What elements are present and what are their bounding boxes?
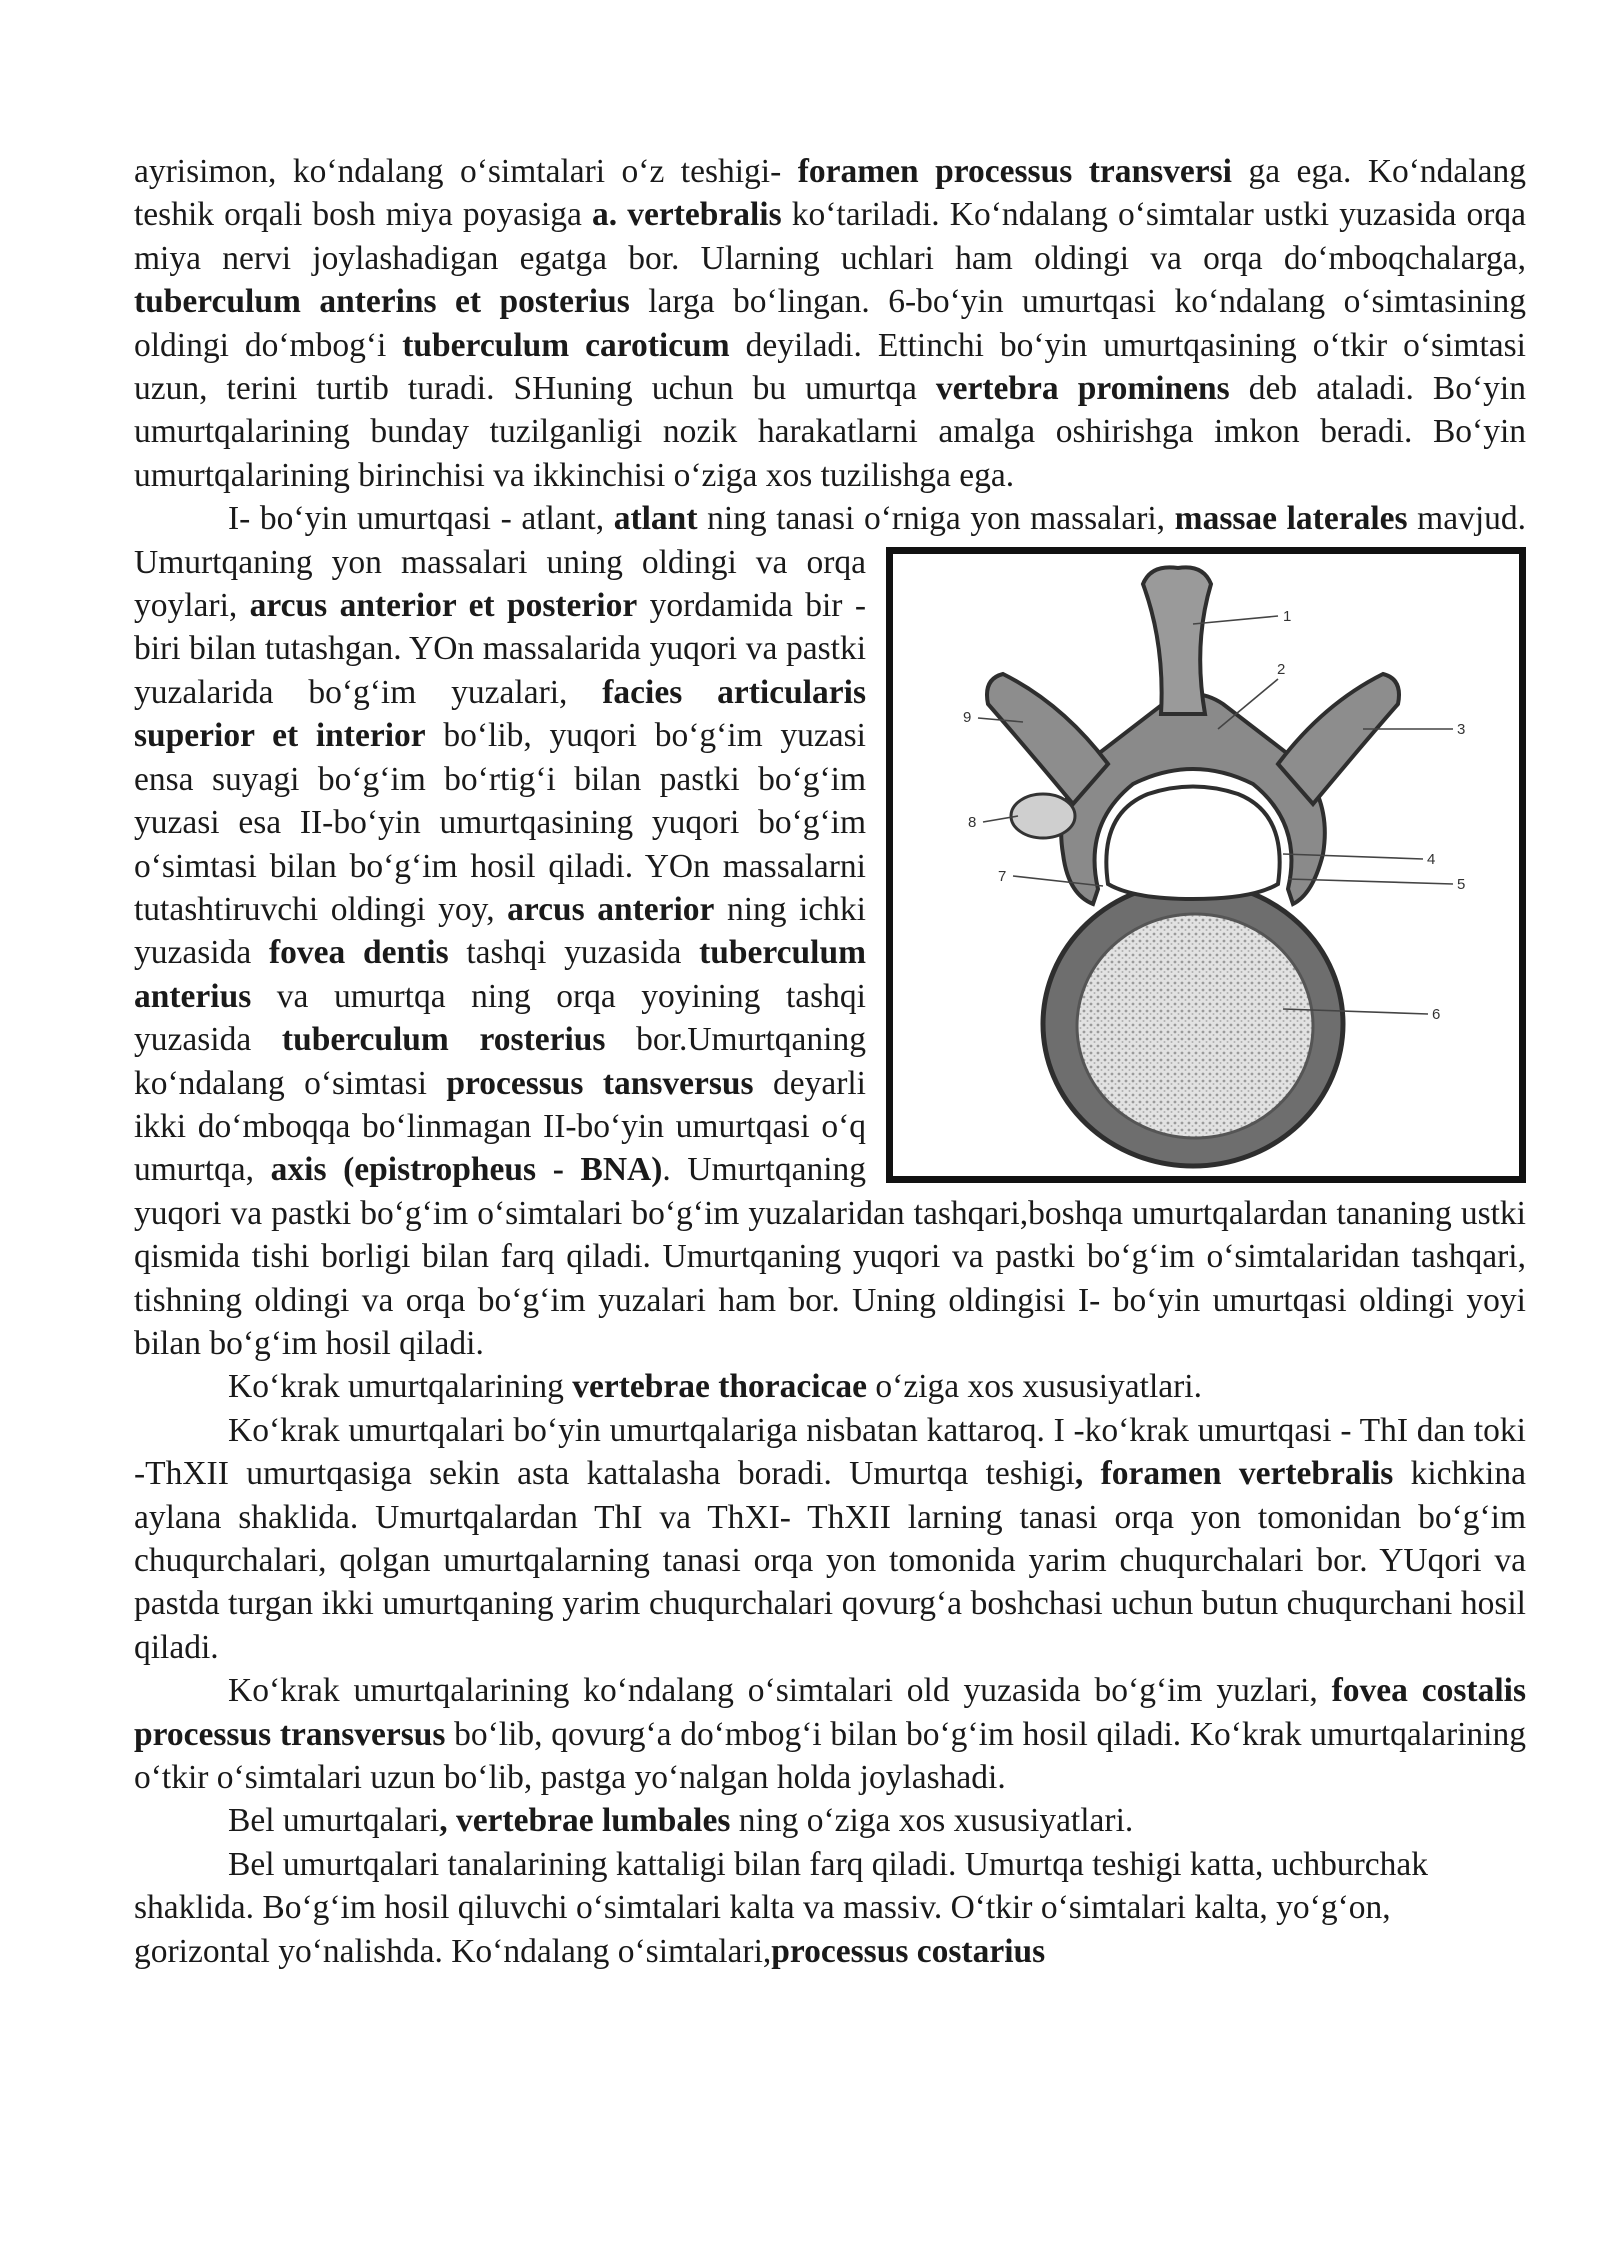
term-facies-articularis: facies articularis superior et interior [134,673,866,755]
text: ayrisimon, ko‘ndalang o‘simtalari o‘z teshigi- [134,153,798,190]
label-8: 8 [968,813,977,831]
paragraph-cervical-features [134,150,1526,497]
term-a-vertebralis: a. vertebralis [592,196,782,234]
vertebra-illustration [893,554,1519,1176]
transverse-process-right [1278,674,1399,804]
text: va umurtqa ning orqa yoyining tashqi yuzasida [134,977,866,1059]
term-fovea-costalis: fovea costalis processus transversus [134,1672,1526,1753]
text: kichkina aylana shaklida. Umurtqalardan ThI va ThXI- ThXII larning tanasi orqa yon tomonidan bo‘g‘im chuqurchalari, qolgan umurtqalarning tanasi orqa yon tomonida yarim chuqurchalari bor. YUqori va pastda turgan ikki umurtqaning yarim chuqurchalari qovurg‘a boshchasi uchun butun chuqurchani hosil qiladi. [134,1455,1526,1666]
transverse-process-left [987,674,1108,804]
text: ning ichki yuzasida [134,890,866,972]
term-arcus-anterior: arcus anterior [507,890,715,928]
paragraph-thoracic-processes [134,1669,1526,1799]
term-foramen-vertebralis: , foramen vertebralis [1074,1455,1394,1493]
paragraph-lumbar [134,1843,1526,1973]
body-cancellous-bone [1077,914,1313,1138]
label-2: 2 [1277,660,1286,678]
text: deb ataladi. Bo‘yin umurtqalarining bunday tuzilganligi nozik harakatlarni amalga oshirishga imkon beradi. Bo‘yin umurtqalarining birinchisi va ikkinchisi o‘ziga xos tuzilishga ega. [134,370,1526,494]
text: I- bo‘yin umurtqasi - atlant, [228,500,614,538]
text: mavjud. Umurtqaning yon massalari uning oldingi va orqa yoylari, [134,500,1527,625]
heading-thoracic-vertebrae [134,1365,1526,1408]
term-arcus-anterior-et-posterior: arcus anterior et posterior [249,587,638,625]
term-processus-costarius: processus costarius [771,1932,1046,1970]
label-5: 5 [1457,875,1466,893]
text: larga bo‘lingan. 6-bo‘yin umurtqasi ko‘ndalang o‘simtasining oldingi do‘mbog‘i [134,283,1526,364]
term-massae-laterales: massae laterales [1174,500,1408,538]
label-9: 9 [963,708,972,726]
term-foramen-processus-transversi: foramen processus transversi [797,153,1232,190]
term-tuberculum-anterius: tuberculum anterius [134,934,866,1015]
articular-facet [1011,794,1075,838]
text: ga ega. Ko‘ndalang teshik orqali bosh miya poyasiga [134,153,1526,234]
label-1: 1 [1283,607,1292,625]
paragraph-thoracic-size [134,1409,1526,1669]
label-3: 3 [1457,720,1466,738]
term-tuberculum-rosterius: tuberculum rosterius [281,1021,606,1059]
document-page [134,150,1526,1973]
text: tashqi yuzasida [448,934,700,972]
text: deyiladi. Ettinchi bo‘yin umurtqasining o‘tkir o‘simtasi uzun, terini turtib turadi. SHuning uchun bu umurtqa [134,326,1526,408]
label-7: 7 [998,867,1007,885]
spinous-process [1143,567,1211,714]
term-tuberculum-anterins: tuberculum anterins et posterius [134,283,630,321]
term-tuberculum-caroticum: tuberculum caroticum [402,326,730,364]
text: bo‘lib, qovurg‘a do‘mbog‘i bilan bo‘g‘im hosil qiladi. Ko‘krak umurtqalarining o‘tkir o‘simtalari uzun bo‘lib, pastga yo‘nalgan holda joylashadi. [134,1715,1526,1797]
text: o‘ziga xos xususiyatlari. [867,1368,1202,1406]
vertebral-foramen [1106,786,1279,899]
text: ning o‘ziga xos xususiyatlari. [730,1802,1134,1840]
text: Bel umurtqalari [228,1802,440,1840]
text: Ko‘krak umurtqalarining [228,1368,573,1406]
label-6: 6 [1432,1005,1441,1023]
text: bo‘lib, yuqori bo‘g‘im yuzasi ensa suyagi bo‘g‘im bo‘rtig‘i bilan pastki bo‘g‘im yuzasi esa II-bo‘yin umurtqasining yuqori bo‘g‘im o‘simtasi bilan bo‘g‘im hosil qiladi. YOn massalarni tutashtiruvchi oldingi yoy, [134,717,866,928]
text: ning tanasi o‘rniga yon massalari, [697,500,1175,538]
term-vertebrae-lumbales: , vertebrae lumbales [439,1802,731,1840]
text: ko‘tariladi. Ko‘ndalang o‘simtalar ustki yuzasida orqa miya nervi joylashadigan egatga bor. Ularning uchlari ham oldingi va orqa do‘mboqchalarga, [134,196,1526,277]
text: bor.Umurtqaning ko‘ndalang o‘simtasi [134,1021,866,1102]
text: yordamida bir - biri bilan tutashgan. YOn massalarida yuqori va pastki yuzalarida bo‘g‘im yuzalari, [134,587,866,711]
paragraph-atlas [134,497,1526,1365]
text: Ko‘krak umurtqalarining ko‘ndalang o‘simtalari old yuzasida bo‘g‘im yuzlari, [228,1672,1332,1710]
text: Ko‘krak umurtqalari bo‘yin umurtqalariga nisbatan kattaroq. I -ko‘krak umurtqasi - ThI dan toki -ThXII umurtqasiga sekin asta kattalasha boradi. Umurtqa teshigi [134,1411,1526,1493]
term-vertebra-prominens: vertebra prominens [935,370,1230,408]
term-processus-tansversus: processus tansversus [446,1064,754,1102]
term-axis: axis (epistropheus - BNA) [270,1151,663,1189]
text: deyarli ikki do‘mboqqa bo‘linmagan II-bo‘yin umurtqasi o‘q umurtqa, [134,1064,866,1189]
text: . Umurtqaning yuqori va pastki bo‘g‘im o‘simtalari bo‘g‘im yuzalaridan tashqari,boshqa umurtqalardan tananing ustki qismida tishi borligi bilan farq qiladi. Umurtqaning yuqori va pastki bo‘g‘im o‘simtalaridan tashqari, tishning oldingi va orqa bo‘g‘im yuzalari ham bor. Uning oldingisi I- bo‘yin umurtqasi oldingi yoyi bilan bo‘g‘im hosil qiladi. [134,1151,1526,1362]
term-fovea-dentis: fovea dentis [268,934,449,972]
label-4: 4 [1427,850,1436,868]
vertebra-figure [886,547,1526,1183]
heading-lumbar-vertebrae [134,1799,1526,1842]
term-atlant: atlant [613,500,698,538]
term-vertebrae-thoracicae: vertebrae thoracicae [572,1368,868,1406]
text: Bel umurtqalari tanalarining kattaligi bilan farq qiladi. Umurtqa teshigi katta, uchburchak shaklida. Bo‘g‘im hosil qiluvchi o‘simtalari kalta va massiv. O‘tkir o‘simtalari kalta, yo‘g‘on, gorizontal yo‘nalishda. Ko‘ndalang o‘simtalari, [134,1845,1429,1970]
